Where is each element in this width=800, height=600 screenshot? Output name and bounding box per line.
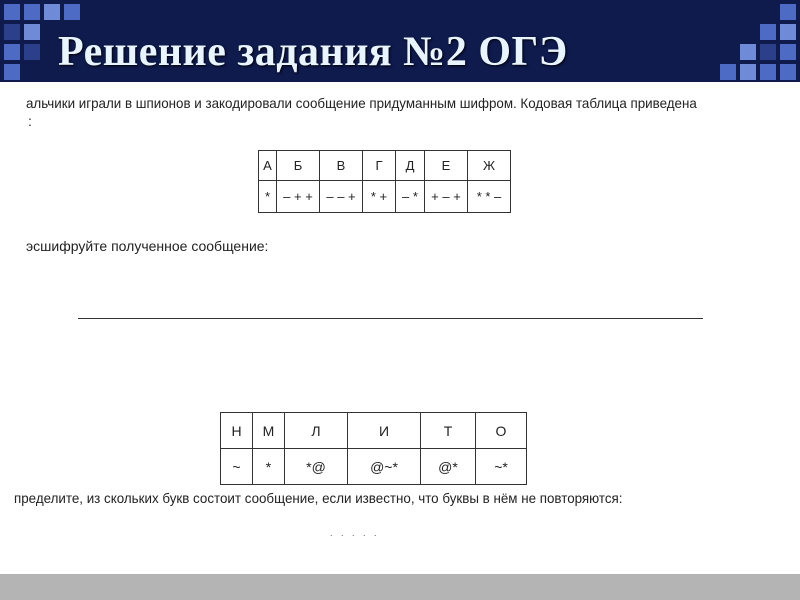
code-table-1-code-row (259, 181, 511, 213)
slide-header (0, 0, 800, 82)
table-cell: * * – (468, 181, 511, 213)
table-cell: * (259, 181, 277, 213)
table-cell: @~* (348, 449, 421, 485)
table-cell: Л (285, 413, 348, 449)
task1-intro-line2: : (28, 113, 32, 129)
table-cell: А (259, 151, 277, 181)
table-cell: Г (363, 151, 396, 181)
task2-prompt: пределите, из скольких букв состоит сообщение, если известно, что буквы в нём не повторяются: (14, 490, 623, 506)
task1-intro-line1: альчики играли в шпионов и закодировали сообщение придуманным шифром. Кодовая таблица приведена (26, 95, 697, 111)
slide-footer-bar (0, 574, 800, 600)
table-cell: * (253, 449, 285, 485)
table-cell: @* (421, 449, 476, 485)
table-cell: О (476, 413, 527, 449)
task1-prompt: эсшифруйте полученное сообщение: (26, 238, 269, 254)
table-cell: ~* (476, 449, 527, 485)
table-cell: В (320, 151, 363, 181)
table-cell: Е (425, 151, 468, 181)
trailing-marks: . . . . . (330, 528, 380, 538)
code-table-1-header-row (259, 151, 511, 181)
table-cell: И (348, 413, 421, 449)
code-table-2 (220, 412, 527, 485)
table-cell: *@ (285, 449, 348, 485)
code-table-2-code-row (221, 449, 527, 485)
code-table-1 (258, 150, 511, 213)
table-cell: Д (396, 151, 425, 181)
table-cell: М (253, 413, 285, 449)
table-cell: * + (363, 181, 396, 213)
slide-title: Решение задания №2 ОГЭ (58, 29, 568, 75)
table-cell: Б (277, 151, 320, 181)
answer-line (78, 318, 703, 319)
table-cell: Т (421, 413, 476, 449)
code-table-2-header-row (221, 413, 527, 449)
table-cell: – – + (320, 181, 363, 213)
decorative-squares-right (680, 0, 800, 82)
table-cell: – * (396, 181, 425, 213)
table-cell: + – + (425, 181, 468, 213)
table-cell: Н (221, 413, 253, 449)
table-cell: Ж (468, 151, 511, 181)
table-cell: – + + (277, 181, 320, 213)
table-cell: ~ (221, 449, 253, 485)
